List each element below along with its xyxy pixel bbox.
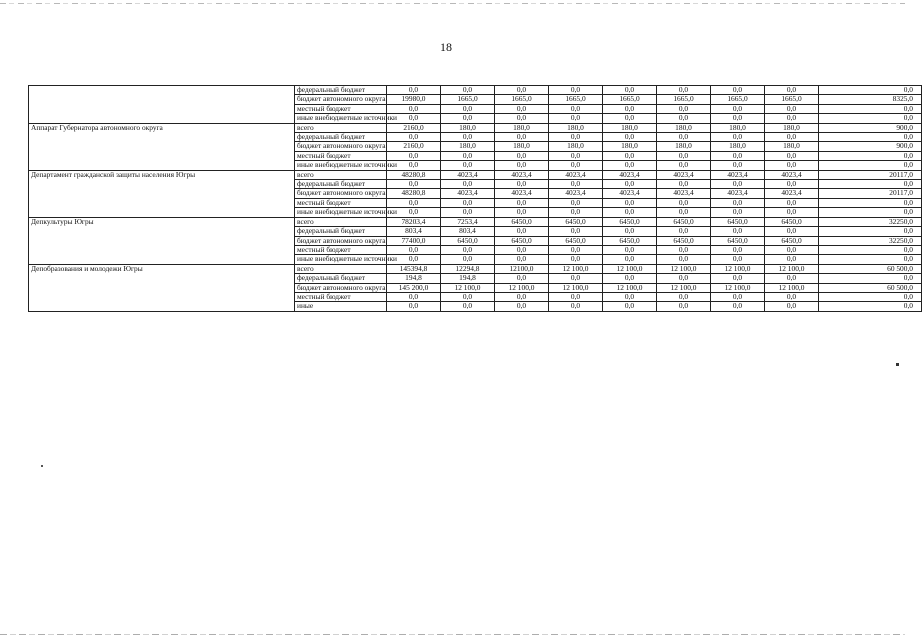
value-cell: 0,0 bbox=[765, 274, 819, 283]
value-cell: 48280,8 bbox=[387, 189, 441, 198]
value-cell: 12 100,0 bbox=[441, 283, 495, 292]
value-cell: 1665,0 bbox=[657, 95, 711, 104]
value-cell: 4023,4 bbox=[603, 170, 657, 179]
value-cell: 0,0 bbox=[603, 227, 657, 236]
value-cell: 6450,0 bbox=[603, 217, 657, 226]
value-cell: 0,0 bbox=[819, 292, 922, 301]
value-cell: 12 100,0 bbox=[495, 283, 549, 292]
value-cell: 4023,4 bbox=[765, 170, 819, 179]
value-cell: 20117,0 bbox=[819, 189, 922, 198]
value-cell: 0,0 bbox=[819, 133, 922, 142]
org-name-cell: Депобразования и молодежи Югры bbox=[29, 264, 295, 311]
value-cell: 0,0 bbox=[387, 86, 441, 95]
value-cell: 0,0 bbox=[495, 292, 549, 301]
value-cell: 180,0 bbox=[765, 142, 819, 151]
funding-source-cell: всего bbox=[295, 123, 387, 132]
value-cell: 0,0 bbox=[603, 133, 657, 142]
value-cell: 0,0 bbox=[549, 245, 603, 254]
value-cell: 0,0 bbox=[441, 180, 495, 189]
funding-source-cell: бюджет автономного округа bbox=[295, 95, 387, 104]
value-cell: 0,0 bbox=[549, 161, 603, 170]
value-cell: 0,0 bbox=[387, 245, 441, 254]
value-cell: 0,0 bbox=[387, 292, 441, 301]
value-cell: 12 100,0 bbox=[603, 283, 657, 292]
value-cell: 12 100,0 bbox=[765, 283, 819, 292]
value-cell: 12 100,0 bbox=[549, 264, 603, 273]
value-cell: 4023,4 bbox=[657, 170, 711, 179]
value-cell: 0,0 bbox=[549, 292, 603, 301]
funding-source-cell: федеральный бюджет bbox=[295, 274, 387, 283]
value-cell: 0,0 bbox=[603, 86, 657, 95]
scan-dot bbox=[41, 465, 43, 467]
value-cell: 0,0 bbox=[387, 161, 441, 170]
value-cell: 0,0 bbox=[495, 198, 549, 207]
value-cell: 0,0 bbox=[711, 255, 765, 264]
value-cell: 0,0 bbox=[657, 274, 711, 283]
funding-source-cell: федеральный бюджет bbox=[295, 180, 387, 189]
funding-source-cell: местный бюджет bbox=[295, 245, 387, 254]
value-cell: 1665,0 bbox=[549, 95, 603, 104]
value-cell: 0,0 bbox=[441, 245, 495, 254]
value-cell: 4023,4 bbox=[495, 189, 549, 198]
value-cell: 900,0 bbox=[819, 142, 922, 151]
value-cell: 4023,4 bbox=[549, 170, 603, 179]
value-cell: 0,0 bbox=[819, 302, 922, 311]
value-cell: 145 200,0 bbox=[387, 283, 441, 292]
value-cell: 0,0 bbox=[711, 245, 765, 254]
value-cell: 0,0 bbox=[603, 161, 657, 170]
value-cell: 0,0 bbox=[711, 161, 765, 170]
value-cell: 0,0 bbox=[657, 86, 711, 95]
value-cell: 0,0 bbox=[657, 133, 711, 142]
value-cell: 0,0 bbox=[549, 104, 603, 113]
value-cell: 0,0 bbox=[387, 255, 441, 264]
value-cell: 0,0 bbox=[765, 292, 819, 301]
value-cell: 0,0 bbox=[603, 274, 657, 283]
value-cell: 0,0 bbox=[441, 114, 495, 123]
table-body bbox=[29, 86, 922, 312]
value-cell: 0,0 bbox=[387, 302, 441, 311]
value-cell: 4023,4 bbox=[603, 189, 657, 198]
value-cell: 0,0 bbox=[657, 114, 711, 123]
value-cell: 4023,4 bbox=[441, 189, 495, 198]
funding-source-cell: местный бюджет bbox=[295, 292, 387, 301]
value-cell: 4023,4 bbox=[711, 170, 765, 179]
value-cell: 0,0 bbox=[387, 114, 441, 123]
value-cell: 0,0 bbox=[549, 198, 603, 207]
value-cell: 0,0 bbox=[711, 114, 765, 123]
value-cell: 0,0 bbox=[603, 245, 657, 254]
funding-source-cell: местный бюджет bbox=[295, 198, 387, 207]
value-cell: 0,0 bbox=[495, 133, 549, 142]
value-cell: 0,0 bbox=[765, 114, 819, 123]
value-cell: 12 100,0 bbox=[549, 283, 603, 292]
value-cell: 180,0 bbox=[711, 142, 765, 151]
value-cell: 1665,0 bbox=[765, 95, 819, 104]
value-cell: 180,0 bbox=[549, 123, 603, 132]
value-cell: 0,0 bbox=[441, 104, 495, 113]
value-cell: 0,0 bbox=[441, 255, 495, 264]
value-cell: 0,0 bbox=[441, 208, 495, 217]
value-cell: 0,0 bbox=[711, 104, 765, 113]
value-cell: 0,0 bbox=[657, 151, 711, 160]
value-cell: 0,0 bbox=[765, 104, 819, 113]
value-cell: 0,0 bbox=[657, 104, 711, 113]
value-cell: 0,0 bbox=[657, 292, 711, 301]
value-cell: 0,0 bbox=[765, 208, 819, 217]
value-cell: 0,0 bbox=[603, 180, 657, 189]
value-cell: 180,0 bbox=[657, 123, 711, 132]
value-cell: 4023,4 bbox=[495, 170, 549, 179]
funding-source-cell: местный бюджет bbox=[295, 151, 387, 160]
value-cell: 0,0 bbox=[549, 274, 603, 283]
value-cell: 6450,0 bbox=[441, 236, 495, 245]
value-cell: 77400,0 bbox=[387, 236, 441, 245]
value-cell: 0,0 bbox=[765, 151, 819, 160]
value-cell: 0,0 bbox=[711, 86, 765, 95]
value-cell: 0,0 bbox=[603, 255, 657, 264]
value-cell: 0,0 bbox=[711, 133, 765, 142]
value-cell: 2160,0 bbox=[387, 123, 441, 132]
value-cell: 0,0 bbox=[711, 292, 765, 301]
scan-edge-top bbox=[0, 3, 905, 4]
value-cell: 1665,0 bbox=[603, 95, 657, 104]
value-cell: 0,0 bbox=[819, 208, 922, 217]
value-cell: 6450,0 bbox=[603, 236, 657, 245]
value-cell: 6450,0 bbox=[657, 217, 711, 226]
value-cell: 0,0 bbox=[711, 151, 765, 160]
value-cell: 12 100,0 bbox=[603, 264, 657, 273]
value-cell: 0,0 bbox=[765, 302, 819, 311]
value-cell: 194,8 bbox=[387, 274, 441, 283]
value-cell: 180,0 bbox=[603, 123, 657, 132]
value-cell: 0,0 bbox=[441, 161, 495, 170]
value-cell: 0,0 bbox=[819, 180, 922, 189]
value-cell: 0,0 bbox=[765, 86, 819, 95]
value-cell: 6450,0 bbox=[711, 236, 765, 245]
value-cell: 0,0 bbox=[495, 86, 549, 95]
value-cell: 0,0 bbox=[819, 114, 922, 123]
org-name-cell: Депкультуры Югры bbox=[29, 217, 295, 264]
value-cell: 0,0 bbox=[765, 198, 819, 207]
value-cell: 6450,0 bbox=[549, 236, 603, 245]
value-cell: 20117,0 bbox=[819, 170, 922, 179]
value-cell: 12 100,0 bbox=[657, 264, 711, 273]
value-cell: 0,0 bbox=[657, 161, 711, 170]
value-cell: 0,0 bbox=[711, 208, 765, 217]
value-cell: 78203,4 bbox=[387, 217, 441, 226]
value-cell: 4023,4 bbox=[765, 189, 819, 198]
value-cell: 12 100,0 bbox=[711, 283, 765, 292]
value-cell: 0,0 bbox=[603, 208, 657, 217]
value-cell: 0,0 bbox=[765, 180, 819, 189]
budget-table bbox=[28, 85, 922, 312]
value-cell: 8325,0 bbox=[819, 95, 922, 104]
value-cell: 194,8 bbox=[441, 274, 495, 283]
value-cell: 0,0 bbox=[387, 208, 441, 217]
value-cell: 0,0 bbox=[603, 198, 657, 207]
org-name-cell: Аппарат Губернатора автономного округа bbox=[29, 123, 295, 170]
funding-source-cell: бюджет автономного округа bbox=[295, 189, 387, 198]
value-cell: 0,0 bbox=[765, 245, 819, 254]
funding-source-cell: бюджет автономного округа bbox=[295, 236, 387, 245]
value-cell: 6450,0 bbox=[495, 236, 549, 245]
value-cell: 0,0 bbox=[549, 133, 603, 142]
value-cell: 0,0 bbox=[441, 151, 495, 160]
value-cell: 12294,8 bbox=[441, 264, 495, 273]
value-cell: 0,0 bbox=[441, 292, 495, 301]
funding-source-cell: всего bbox=[295, 170, 387, 179]
value-cell: 0,0 bbox=[819, 245, 922, 254]
value-cell: 1665,0 bbox=[495, 95, 549, 104]
value-cell: 180,0 bbox=[549, 142, 603, 151]
value-cell: 0,0 bbox=[765, 133, 819, 142]
funding-source-cell: иные bbox=[295, 302, 387, 311]
value-cell: 0,0 bbox=[549, 255, 603, 264]
value-cell: 0,0 bbox=[819, 274, 922, 283]
value-cell: 0,0 bbox=[603, 292, 657, 301]
value-cell: 60 500,0 bbox=[819, 283, 922, 292]
value-cell: 12100,0 bbox=[495, 264, 549, 273]
value-cell: 0,0 bbox=[657, 245, 711, 254]
funding-source-cell: иные внебюджетные источники bbox=[295, 161, 387, 170]
value-cell: 0,0 bbox=[441, 302, 495, 311]
value-cell: 0,0 bbox=[711, 274, 765, 283]
value-cell: 0,0 bbox=[387, 133, 441, 142]
scan-edge-bottom bbox=[0, 634, 905, 635]
value-cell: 0,0 bbox=[387, 104, 441, 113]
value-cell: 0,0 bbox=[549, 302, 603, 311]
value-cell: 0,0 bbox=[495, 245, 549, 254]
value-cell: 180,0 bbox=[603, 142, 657, 151]
value-cell: 6450,0 bbox=[657, 236, 711, 245]
value-cell: 0,0 bbox=[657, 255, 711, 264]
value-cell: 0,0 bbox=[387, 198, 441, 207]
value-cell: 0,0 bbox=[495, 255, 549, 264]
value-cell: 0,0 bbox=[711, 302, 765, 311]
value-cell: 4023,4 bbox=[441, 170, 495, 179]
value-cell: 0,0 bbox=[549, 227, 603, 236]
value-cell: 145394,8 bbox=[387, 264, 441, 273]
value-cell: 0,0 bbox=[495, 227, 549, 236]
value-cell: 0,0 bbox=[441, 133, 495, 142]
value-cell: 32250,0 bbox=[819, 236, 922, 245]
value-cell: 0,0 bbox=[495, 161, 549, 170]
value-cell: 12 100,0 bbox=[657, 283, 711, 292]
value-cell: 0,0 bbox=[603, 151, 657, 160]
value-cell: 0,0 bbox=[711, 198, 765, 207]
funding-source-cell: всего bbox=[295, 217, 387, 226]
value-cell: 0,0 bbox=[549, 114, 603, 123]
value-cell: 0,0 bbox=[657, 180, 711, 189]
value-cell: 180,0 bbox=[441, 123, 495, 132]
value-cell: 0,0 bbox=[495, 151, 549, 160]
value-cell: 6450,0 bbox=[765, 236, 819, 245]
value-cell: 803,4 bbox=[441, 227, 495, 236]
scan-mark bbox=[896, 363, 899, 366]
funding-source-cell: иные внебюджетные источники bbox=[295, 255, 387, 264]
value-cell: 0,0 bbox=[711, 180, 765, 189]
value-cell: 0,0 bbox=[819, 255, 922, 264]
value-cell: 0,0 bbox=[603, 104, 657, 113]
value-cell: 180,0 bbox=[495, 123, 549, 132]
funding-source-cell: иные внебюджетные источники bbox=[295, 114, 387, 123]
value-cell: 0,0 bbox=[765, 161, 819, 170]
value-cell: 12 100,0 bbox=[711, 264, 765, 273]
value-cell: 0,0 bbox=[495, 208, 549, 217]
value-cell: 19980,0 bbox=[387, 95, 441, 104]
org-name-cell: Департамент гражданской защиты населения Югры bbox=[29, 170, 295, 217]
value-cell: 0,0 bbox=[495, 302, 549, 311]
value-cell: 2160,0 bbox=[387, 142, 441, 151]
org-name-cell bbox=[29, 86, 295, 124]
value-cell: 0,0 bbox=[819, 227, 922, 236]
value-cell: 0,0 bbox=[819, 161, 922, 170]
value-cell: 6450,0 bbox=[711, 217, 765, 226]
value-cell: 0,0 bbox=[387, 151, 441, 160]
value-cell: 0,0 bbox=[441, 198, 495, 207]
funding-source-cell: федеральный бюджет bbox=[295, 133, 387, 142]
value-cell: 4023,4 bbox=[711, 189, 765, 198]
funding-source-cell: бюджет автономного округа bbox=[295, 142, 387, 151]
funding-source-cell: федеральный бюджет bbox=[295, 86, 387, 95]
value-cell: 0,0 bbox=[657, 227, 711, 236]
value-cell: 0,0 bbox=[819, 198, 922, 207]
value-cell: 0,0 bbox=[711, 227, 765, 236]
value-cell: 0,0 bbox=[549, 208, 603, 217]
funding-source-cell: бюджет автономного округа bbox=[295, 283, 387, 292]
value-cell: 180,0 bbox=[657, 142, 711, 151]
value-cell: 1665,0 bbox=[441, 95, 495, 104]
value-cell: 4023,4 bbox=[657, 189, 711, 198]
funding-source-cell: иные внебюджетные источники bbox=[295, 208, 387, 217]
value-cell: 0,0 bbox=[819, 151, 922, 160]
value-cell: 7253,4 bbox=[441, 217, 495, 226]
value-cell: 0,0 bbox=[819, 86, 922, 95]
value-cell: 0,0 bbox=[765, 255, 819, 264]
value-cell: 180,0 bbox=[711, 123, 765, 132]
value-cell: 0,0 bbox=[603, 302, 657, 311]
funding-source-cell: всего bbox=[295, 264, 387, 273]
value-cell: 900,0 bbox=[819, 123, 922, 132]
value-cell: 0,0 bbox=[495, 114, 549, 123]
value-cell: 4023,4 bbox=[549, 189, 603, 198]
page-number: 18 bbox=[440, 40, 452, 54]
value-cell: 180,0 bbox=[765, 123, 819, 132]
value-cell: 0,0 bbox=[819, 104, 922, 113]
value-cell: 0,0 bbox=[549, 151, 603, 160]
value-cell: 0,0 bbox=[603, 114, 657, 123]
value-cell: 0,0 bbox=[441, 86, 495, 95]
value-cell: 60 500,0 bbox=[819, 264, 922, 273]
value-cell: 6450,0 bbox=[549, 217, 603, 226]
value-cell: 0,0 bbox=[657, 208, 711, 217]
value-cell: 0,0 bbox=[495, 274, 549, 283]
value-cell: 0,0 bbox=[657, 198, 711, 207]
value-cell: 0,0 bbox=[549, 86, 603, 95]
funding-source-cell: местный бюджет bbox=[295, 104, 387, 113]
value-cell: 803,4 bbox=[387, 227, 441, 236]
value-cell: 12 100,0 bbox=[765, 264, 819, 273]
value-cell: 1665,0 bbox=[711, 95, 765, 104]
value-cell: 6450,0 bbox=[765, 217, 819, 226]
value-cell: 0,0 bbox=[387, 180, 441, 189]
value-cell: 6450,0 bbox=[495, 217, 549, 226]
value-cell: 0,0 bbox=[495, 104, 549, 113]
value-cell: 48280,8 bbox=[387, 170, 441, 179]
value-cell: 0,0 bbox=[765, 227, 819, 236]
funding-source-cell: федеральный бюджет bbox=[295, 227, 387, 236]
value-cell: 0,0 bbox=[657, 302, 711, 311]
value-cell: 0,0 bbox=[495, 180, 549, 189]
value-cell: 180,0 bbox=[495, 142, 549, 151]
value-cell: 180,0 bbox=[441, 142, 495, 151]
value-cell: 0,0 bbox=[549, 180, 603, 189]
value-cell: 32250,0 bbox=[819, 217, 922, 226]
